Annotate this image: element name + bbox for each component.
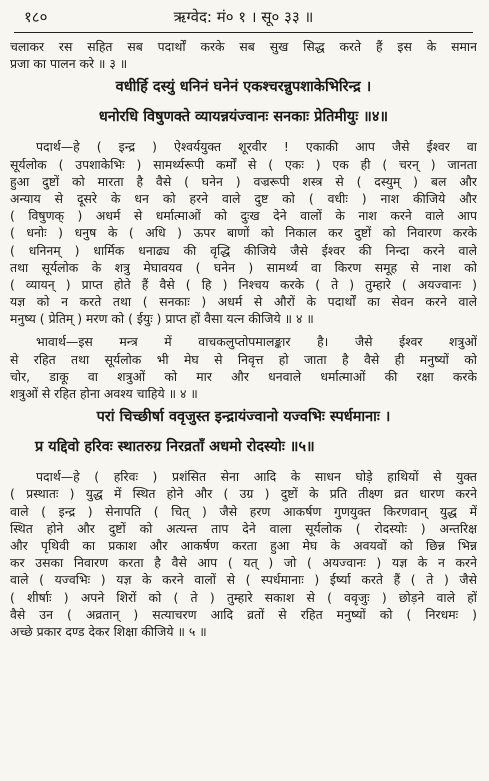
text-line: ( शीर्षाः ) अपने शिरों को ( ते ) तुम्हारे सकाश से ( ववृजुः ) छोड़ने वाले हों [10, 589, 477, 605]
text-line: वाले ( यज्वभिः ) यज्ञ के करने वालों से ( स्पर्धमानाः ) ईर्ष्या करते हैं ( ते ) जैसे [10, 572, 477, 588]
header-rule [14, 32, 473, 33]
text-line: ( धनिनम् ) धार्मिक धनाढ्य की वृद्धि कीजिये जैसे ईश्वर की निन्दा करने वाले [10, 242, 477, 258]
text-line: शत्रुओं से रहित होना अवश्य चाहिये ॥ ४ ॥ [10, 386, 198, 401]
mantra-4 [10, 72, 477, 132]
text-line: पदार्थ—हे ( इन्द्र ) ऐश्वर्ययुक्त शूरवीर ! एकाकी आप जैसे ईश्वर वा [36, 139, 477, 155]
mantra-line: धनोरधि विषुणक्ते व्यायन्नयंज्वानः सनकाः प्रेतिमीयुः ॥४॥ [98, 109, 389, 126]
text-line: स्थित होने और दुष्टों को अत्यन्त ताप देने वाला सूर्यलोक ( रोदस्योः ) अन्तरिक्ष [10, 520, 477, 536]
mantra-line: परां चिच्छीर्षा ववृजुस्त इन्द्रायंज्वानो यज्वभिः स्पर्धमानाः । [96, 409, 391, 426]
text-line: अन्याय से दूसरे के धन को हरने वाले दुष्ट को ( वधीः ) नाश कीजिये और [10, 190, 477, 206]
text-line: पदार्थ—हे ( हरिवः ) प्रशंसित सेना आदि के साधन घोड़े हाथियों से युक्त [36, 469, 477, 485]
text-line: ( विषुणक् ) अधर्म से धर्मात्माओं को दुःख देने वालों के नाश करने वाले आप [10, 208, 477, 224]
text-line: वैसे उन ( अव्रतान् ) सत्याचरण आदि व्रतों से रहित मनुष्यों को ( निरधमः ) [10, 606, 477, 622]
text-line: से रहित तथा सूर्यलोक भी मेघ से निवृत्त हो जाता है वैसे ही मनुष्यों को [10, 351, 477, 367]
text-line: यज्ञ को न करते तथा ( सनकाः ) अधर्म से औरों के पदार्थों का सेवन करने वाले [10, 294, 477, 310]
text-line: चोर, डाकू वा शत्रुओं को मार और धनवाले धर्मात्माओं की रक्षा करके [10, 368, 477, 384]
page-header [10, 0, 477, 30]
running-title: ऋग्वेद: मं० १ । सू० ३३ ॥ [173, 8, 314, 26]
padartha-4 [10, 138, 477, 327]
text-line: कर उसका निवारण करता है वैसे आप ( यत् ) जो ( अयज्वानः ) यज्ञ के न करने [10, 555, 477, 571]
mantra-5 [10, 402, 477, 462]
text-line: हुआ दुष्टों को मारता है वैसे ( घनेन ) वज्ररूपी शस्त्र से ( दस्युम् ) बल और [10, 173, 477, 189]
padartha-5 [10, 468, 477, 640]
text-line: भावार्थ—इस मन्त्र में वाचकलुप्तोपमालङ्कार है। जैसे ईश्वर शत्रुओं [36, 334, 477, 350]
text-line: ( धनोः ) धनुष के ( अधि ) ऊपर बाणों को निकाल कर दुष्टों को निवारण करके [10, 225, 477, 241]
bhavartha-4 [10, 333, 477, 402]
text-line: और पृथिवी का प्रकाश और आकर्षण करता हुआ मेघ के अवयवों को छिन्न भिन्न [10, 537, 477, 553]
text-line: ( व्यायन् ) प्राप्त होते हैं वैसे ( हि ) निश्चय करके ( ते ) तुम्हारे ( अयज्वानः ) [10, 276, 477, 292]
text-line: तथा सूर्यलोक के शत्रु मेघावयव ( घनेन ) सामर्थ्य वा किरण समूह से नाश को [10, 259, 477, 275]
mantra-line: प्र यद्दिवो हरिवः स्थातरुग्र निरव्रताँ अधमो रोदस्योः ॥५॥ [35, 439, 315, 456]
mantra-line: वधीर्हि दस्युं धनिनं घनेनं एकश्चरन्नुपशाकेभिरिन्द्र । [115, 79, 372, 96]
text-line: अच्छे प्रकार दण्ड देकर शिक्षा कीजिये ॥ ५ ॥ [10, 623, 207, 639]
page-number: १८० [24, 8, 48, 26]
text-line: चलाकर रस सहित सब पदार्थों करके सब सुख सिद्ध करते हैं इस के समान [10, 39, 477, 54]
text-line: मनुष्य ( प्रेतिम् ) मरण को ( ईयुः ) प्राप्त हों वैसा यत्न कीजिये ॥ ४ ॥ [10, 311, 314, 327]
previous-verse-ending [10, 38, 477, 72]
text-line: प्रजा का पालन करे ॥ ३ ॥ [10, 56, 128, 72]
text-line: सूर्यलोक ( उपशाकेभिः ) सामर्थ्यरूपी कर्मों से ( एकः ) एक ही ( चरन् ) जानता [10, 156, 477, 172]
text-line: वाले ( इन्द्र ) सेनापति ( चित् ) जैसे हरण आकर्षण गुणयुक्त किरणवान् युद्ध में [10, 503, 477, 519]
text-line: ( प्रस्थातः ) युद्ध में स्थित होने और ( उग्र ) दुष्टों के प्रति तीक्ष्ण व्रत धारण करने [10, 486, 477, 502]
